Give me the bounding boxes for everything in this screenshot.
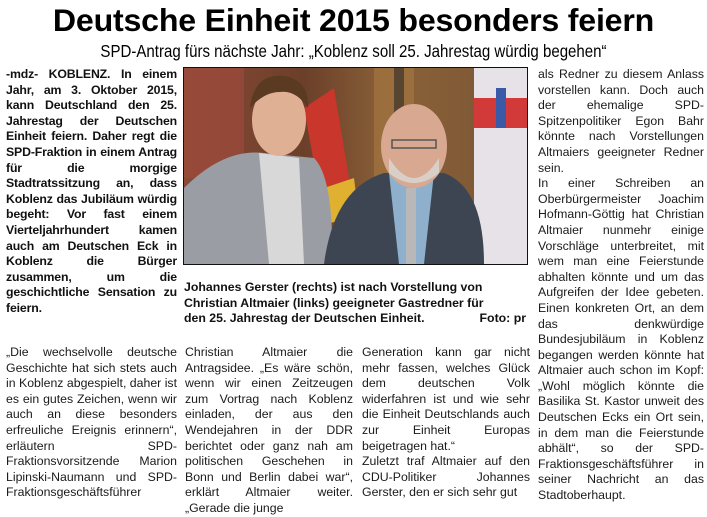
headline: Deutsche Einheit 2015 besonders feiern bbox=[52, 2, 655, 38]
body-text: Zuletzt traf Altmaier auf den CDU-Politiker Johannes Gerster, den er sich sehr gut bbox=[362, 454, 530, 500]
body-text: In einer Schreiben an Oberbürgermeister Joachim Hofmann-Göttig hat Christian Altmaier nunmehr einige Vorschläge unterbreitet, mit wem man eine Feierstunde abhalten könnte und um das Aufgreifen der Idee gebeten. Einen konkreten Ort, an dem das denkwürdige Bundesjubiläum in Koblenz begangen werden könnte hat Altmaier auch schon im Kopf: „Wohl möglich könnte die Basilika St. Kastor unweit des Deutschen Ecks ein Ort sein, in dem man die Feierstunde abhält“, so der SPD-Fraktionsgeschäftsführer in seiner Nachricht an das Stadtoberhaupt. bbox=[538, 176, 704, 503]
tie bbox=[406, 188, 416, 264]
photo-credit: Foto: pr bbox=[479, 311, 526, 326]
photo-illustration bbox=[184, 68, 527, 264]
body-text: Christian Altmaier die Antragsidee. „Es wäre schön, wenn wir einen Zeitzeugen zum Vortrag nach Koblenz einladen, der aus den Wendejahren in der DDR berichtet oder ganz nah am politischen Geschehen in Bonn und Berlin dabei war“, erklärt Altmaier weiter. „Gerade die junge bbox=[185, 345, 353, 515]
caption-text: den 25. Jahrestag der Deutschen Einheit. bbox=[184, 311, 425, 326]
body-column-3 bbox=[362, 345, 530, 501]
subheadline: SPD-Antrag fürs nächste Jahr: „Koblenz soll 25. Jahrestag würdig begehen“ bbox=[100, 41, 607, 61]
caption-line bbox=[184, 280, 526, 296]
body-column-2 bbox=[185, 345, 353, 517]
caption-line bbox=[184, 296, 526, 312]
lead-paragraph bbox=[6, 67, 177, 317]
caption-line bbox=[184, 311, 526, 327]
body-column-4 bbox=[538, 67, 704, 504]
photo-caption bbox=[184, 280, 526, 327]
article-photo bbox=[183, 67, 528, 265]
body-text: „Die wechselvolle deutsche Geschichte hat sich stets auch in Koblenz abgespielt, daher ist es ein gutes Zeichen, wenn wir auch an diese besonders erfreuliche Ereignis erinnern“, erläutern SPD-Fraktionsvorsitzende Marion Lipinski-Naumann und SPD-Fraktionsgeschäftsführer bbox=[6, 345, 177, 500]
caption-text: Johannes Gerster (rechts) ist nach Vorstellung von bbox=[184, 280, 483, 294]
right-man-face bbox=[381, 104, 447, 188]
lead-text: -mdz- KOBLENZ. In einem Jahr, am 3. Oktober 2015, kann Deutschland den 25. Jahrestag der Deutschen Einheit feiern. Daher regt die SPD-Fraktion in einem Antrag für die morgige Stadtratssitzung an, dass Koblenz das Jubiläum würdig begeht: Vor fast einem Vierteljahrhundert kamen auch am Deutschen Eck in Koblenz die Bürger zusammen, um die geschichtliche Sensation zu feiern. bbox=[6, 67, 177, 315]
body-text: als Redner zu diesem Anlass vorstellen kann. Doch auch der ehemalige SPD-Spitzenpolitiker Egon Bahr könnte nach Vorstellungen Altmaiers geeigneter Redner sein. bbox=[538, 67, 704, 175]
body-text: Generation kann gar nicht mehr fassen, welches Glück dem deutschen Volk widerfahren ist und wie sehr die Einheit Deutschlands auch zur Einheit Europas beigetragen hat.“ bbox=[362, 345, 530, 453]
body-column-1 bbox=[6, 345, 177, 501]
blue-stripe bbox=[496, 88, 506, 128]
caption-text: Christian Altmaier (links) geeigneter Gastredner für bbox=[184, 295, 484, 310]
